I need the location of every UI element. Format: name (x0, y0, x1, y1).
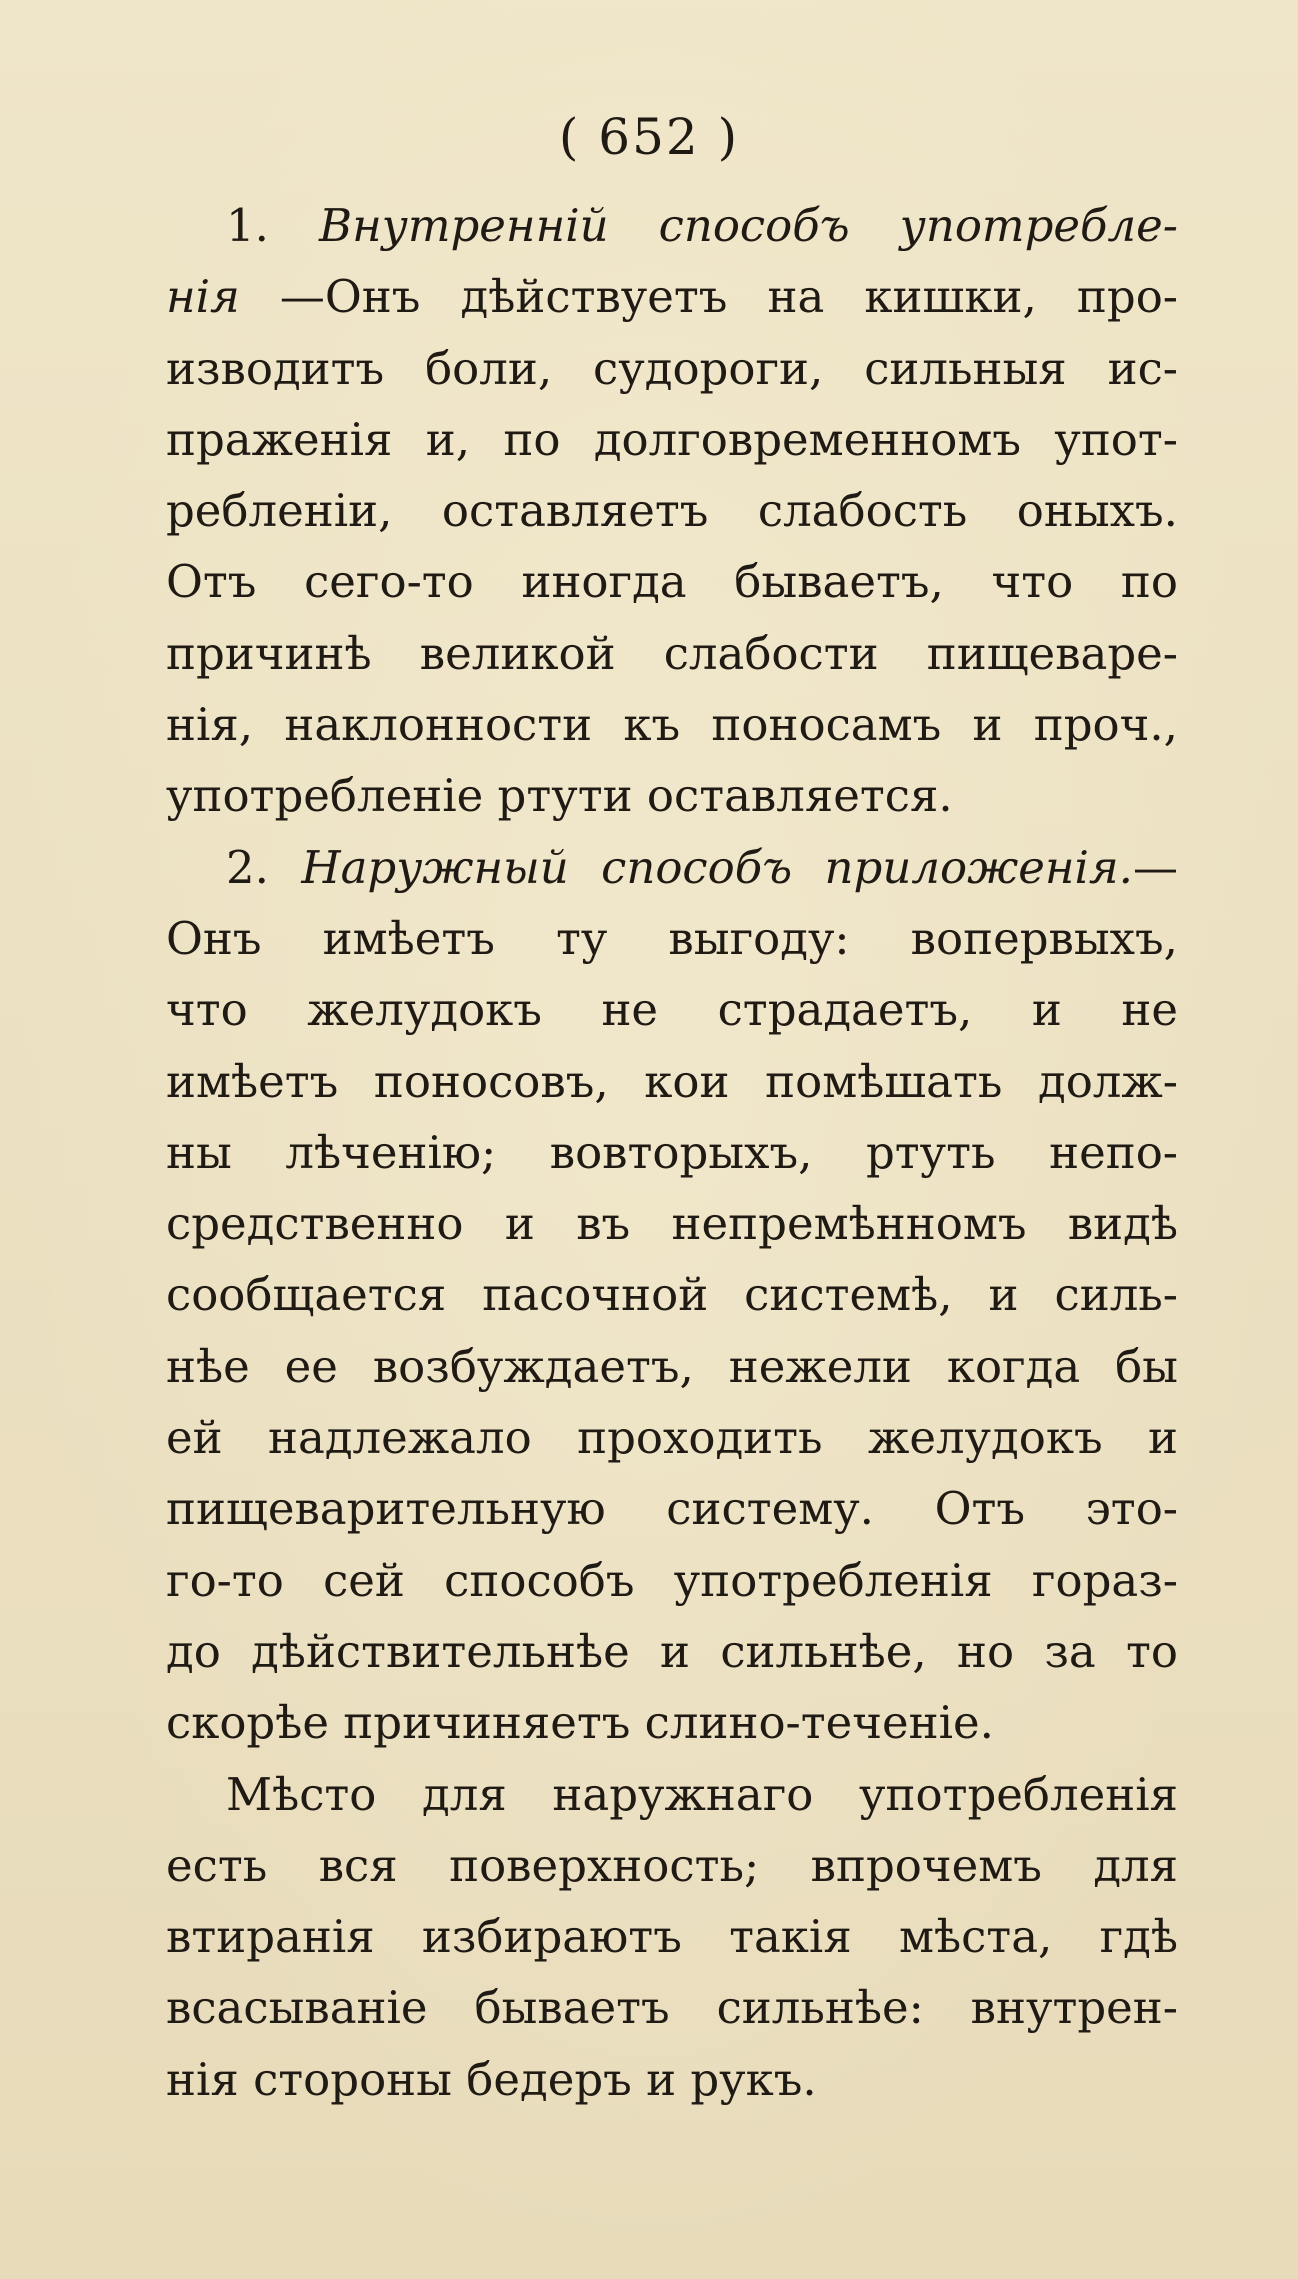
text-run: нія, наклонности къ поносамъ и проч., (166, 698, 1178, 752)
text-run: сообщается пасочной системѣ, и силь- (166, 1268, 1178, 1322)
text-line (166, 1830, 1178, 1901)
text-line (166, 974, 1178, 1045)
text-line (166, 903, 1178, 974)
italic-run: Внутренній способъ употребле- (319, 199, 1178, 252)
text-run: имѣетъ поносовъ, кои помѣшать долж- (166, 1054, 1178, 1108)
text-run: что желудокъ не страдаетъ, и не (166, 983, 1178, 1037)
text-run: — (1132, 840, 1178, 894)
text-line (166, 618, 1178, 689)
text-line (166, 1972, 1178, 2043)
text-line (166, 1759, 1178, 1830)
text-line (166, 1616, 1178, 1687)
italic-run: Наружный способъ приложенія. (301, 840, 1133, 894)
text-run: изводитъ боли, судороги, сильныя ис- (166, 341, 1178, 395)
text-line (166, 1331, 1178, 1402)
text-run: всасываніе бываетъ сильнѣе: внутрен- (166, 1981, 1178, 2035)
text-run: нія стороны бедеръ и рукъ. (166, 2052, 817, 2106)
page-number: ( 652 ) (558, 108, 740, 166)
italic-run: нія (166, 270, 240, 324)
text-line (166, 1117, 1178, 1188)
text-run: Онъ имѣетъ ту выгоду: вопервыхъ, (166, 911, 1178, 965)
text-line (166, 190, 1178, 261)
text-line (166, 1188, 1178, 1259)
text-run: Отъ сего-то иногда бываетъ, что по (166, 555, 1178, 609)
text-line (166, 1545, 1178, 1616)
text-line (166, 1402, 1178, 1473)
text-run: ребленіи, оставляетъ слабость оныхъ. (166, 484, 1178, 538)
text-run: пищеварительную систему. Отъ это- (166, 1482, 1178, 1536)
text-line (166, 1687, 1178, 1758)
text-run: Мѣсто для наружнаго употребленія (226, 1767, 1178, 1821)
text-line (166, 1901, 1178, 1972)
text-run: причинѣ великой слабости пищеваре- (166, 626, 1178, 680)
text-run: 1. (226, 199, 319, 252)
text-line (166, 689, 1178, 760)
text-run: втиранія избираютъ такія мѣста, гдѣ (166, 1910, 1178, 1964)
body-text (166, 190, 1178, 2115)
text-line (166, 1259, 1178, 1330)
text-run: скорѣе причиняетъ слино-теченіе. (166, 1696, 994, 1750)
text-run: средственно и въ непремѣнномъ видѣ (166, 1197, 1178, 1251)
text-run: —Онъ дѣйствуетъ на кишки, про- (239, 270, 1178, 324)
text-line (166, 2044, 1178, 2115)
text-line (166, 333, 1178, 404)
text-run: ей надлежало проходить желудокъ и (166, 1411, 1178, 1465)
text-run: есть вся поверхность; впрочемъ для (166, 1838, 1178, 1892)
text-run: нѣе ее возбуждаетъ, нежели когда бы (166, 1339, 1178, 1393)
text-line (166, 475, 1178, 546)
text-line (166, 404, 1178, 475)
text-run: до дѣйствительнѣе и сильнѣе, но за то (166, 1624, 1178, 1678)
text-line (166, 760, 1178, 831)
text-line (166, 832, 1178, 903)
text-run: праженія и, по долговременномъ упот- (166, 412, 1178, 466)
text-line (166, 1473, 1178, 1544)
text-line (166, 261, 1178, 332)
text-run: го-то сей способъ употребленія гораз- (166, 1553, 1178, 1607)
text-run: 2. (226, 840, 302, 894)
text-run: употребленіе ртути оставляется. (166, 769, 953, 823)
text-line (166, 1046, 1178, 1117)
text-run: ны лѣченію; вовторыхъ, ртуть непо- (166, 1125, 1178, 1179)
text-line (166, 546, 1178, 617)
